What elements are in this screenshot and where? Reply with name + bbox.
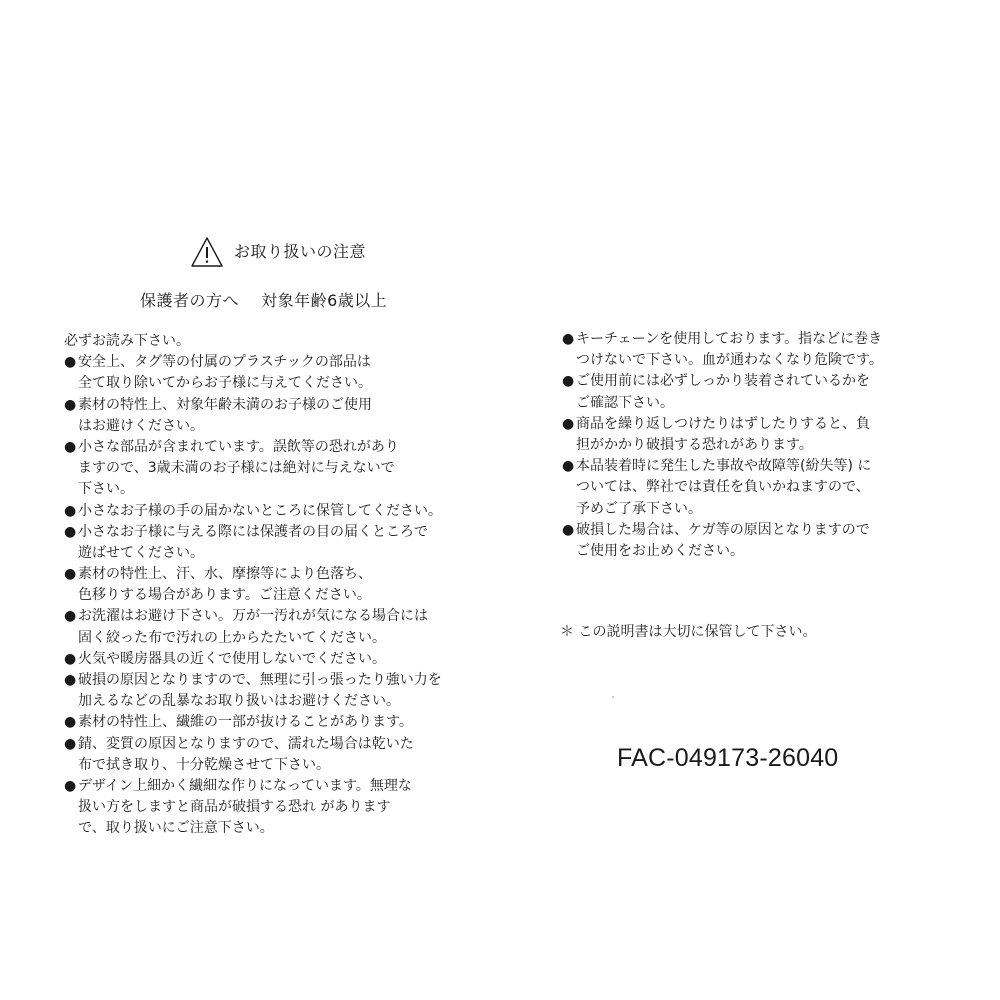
bullet-line: ● 小さなお子様の手の届かないところに保管してください。 (64, 501, 504, 522)
bullet-line: ● キーチェーンを使用しております。指などに巻き (562, 329, 982, 350)
bullet-line: ● ご使用前には必ずしっかり装着されているかを (562, 371, 982, 392)
keep-instructions-note: ＊ この説明書は大切に保管して下さい。 (560, 624, 817, 640)
page-title: お取り扱いの注意 (234, 242, 367, 261)
bullet-line: ● 錆、変質の原因となりますので、濡れた場合は乾いた (64, 734, 504, 755)
target-age-subtitle: 保護者の方へ 対象年齢6歳以上 (140, 291, 388, 310)
bullet-line: ● 素材の特性上、汗、水、摩擦等により色落ち、 (64, 564, 504, 585)
text-line: 下さい。 (78, 481, 134, 498)
text-line: 固く絞った布で汚れの上からたたいてください。 (78, 629, 386, 646)
bullet-line: ● 商品を繰り返しつけたりはずしたりすると、負 (562, 414, 982, 435)
bullet-line: ● 破損した場合は、ケガ等の原因となりますので (562, 520, 982, 541)
text-line: で、取り扱いにご注意下さい。 (78, 820, 274, 837)
text-line: 全て取り除いてからお子様に与えてください。 (78, 375, 372, 392)
bullet-line: ● 素材の特性上、対象年齢未満のお子様のご使用 (64, 395, 504, 416)
text-line: 担がかかり破損する恐れがあります。 (576, 436, 813, 453)
text-line: 予めご了承下さい。 (576, 500, 702, 517)
notice-heading (190, 232, 366, 272)
text-line: はお避けください。 (78, 417, 204, 434)
text-line: つけないで下さい。血が通わなくなり危険です。 (576, 352, 883, 369)
bullet-line: ● 本品装着時に発生した事故や故障等(紛失等) に (562, 456, 982, 477)
text-line: ますので、3歳未満のお子様には絶対に与えないで (78, 460, 395, 477)
bullet-line: ● 火気や暖房器具の近くで使用しないでください。 (64, 649, 504, 670)
bullet-line: ● デザイン上細かく繊細な作りになっています。無理な (64, 776, 504, 797)
text-line: 加えるなどの乱暴なお取り扱いはお避けください。 (78, 693, 400, 710)
print-speck (612, 696, 614, 698)
text-line: ご使用をお止めください。 (576, 542, 744, 559)
bullet-line: ● 破損の原因となりますので、無理に引っ張ったり強い力を (64, 670, 504, 691)
text-line: ついては、弊社では責任を負いかねますので、 (576, 479, 870, 496)
bullet-line: ● 小さな部品が含まれています。誤飲等の恐れがあり (64, 437, 504, 458)
text-line: ご確認下さい。 (576, 394, 674, 411)
bullet-line: ● 素材の特性上、繊維の一部が抜けることがあります。 (64, 712, 504, 733)
bullet-line: ● 安全上、タグ等の付属のプラスチックの部品は (64, 352, 504, 373)
text-line: 色移りする場合があります。ご注意ください。 (78, 587, 371, 604)
text-line: 布で拭き取り、十分乾燥させて下さい。 (78, 756, 330, 773)
left-precautions-column (64, 331, 504, 840)
text-line: 必ずお読み下さい。 (64, 333, 190, 349)
text-line: 遊ばせてください。 (78, 544, 204, 561)
warning-icon (190, 235, 224, 269)
bullet-line: ● 小さなお子様に与える際には保護者の目の届くところで (64, 522, 504, 543)
right-precautions-column (562, 329, 982, 562)
text-line: 扱い方をしますと商品が破損する恐れ があります (78, 799, 391, 816)
bullet-line: ● お洗濯はお避け下さい。万が一汚れが気になる場合には (64, 606, 504, 627)
product-code: FAC-049173-26040 (617, 744, 839, 772)
